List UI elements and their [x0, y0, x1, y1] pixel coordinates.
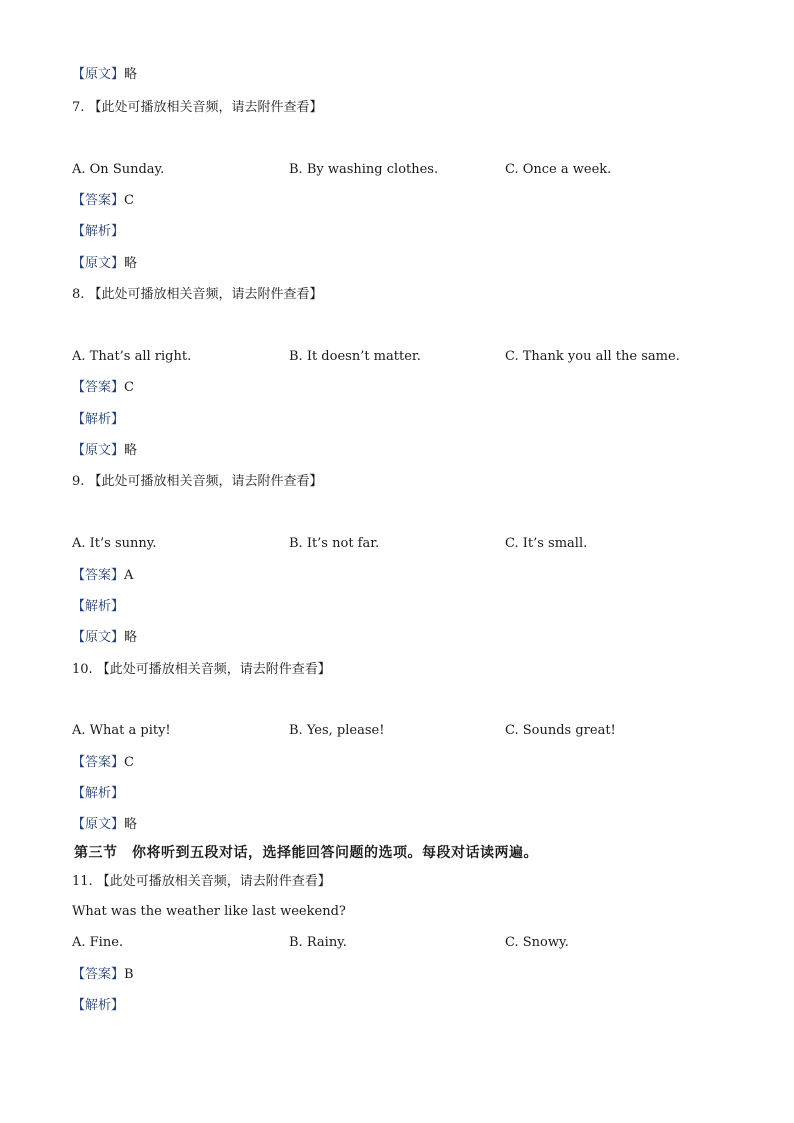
q7-option-a: A. On Sunday. — [72, 162, 165, 177]
q9-original-line — [72, 630, 137, 646]
original-value: 略 — [124, 443, 138, 458]
q8-analysis-line — [72, 412, 124, 428]
q7-analysis-line — [72, 224, 124, 240]
answer-label: 【答案】 — [72, 193, 125, 208]
analysis-label: 【解析】 — [72, 412, 125, 427]
original-label: 【原文】 — [72, 817, 125, 832]
q8-answer-value: C — [124, 380, 134, 395]
question-10-stem: 10. 【此处可播放相关音频，请去附件查看】 — [72, 662, 331, 677]
q11-answer-value: B — [124, 967, 134, 982]
original-value: 略 — [124, 256, 138, 271]
q10-option-a: A. What a pity! — [72, 723, 171, 738]
q7-option-c: C. Once a week. — [505, 162, 612, 177]
q10-option-b: B. Yes, please! — [289, 723, 385, 738]
section-3-title: 第三节 你将听到五段对话，选择能回答问题的选项。每段对话读两遍。 — [74, 845, 538, 861]
q11-option-c: C. Snowy. — [505, 935, 569, 950]
answer-label: 【答案】 — [72, 380, 125, 395]
q10-original-line — [72, 817, 137, 833]
q7-original-line — [72, 256, 137, 272]
q9-option-a: A. It’s sunny. — [72, 536, 157, 551]
question-9-stem: 9. 【此处可播放相关音频，请去附件查看】 — [72, 474, 323, 489]
question-11-prompt: What was the weather like last weekend? — [72, 904, 346, 919]
q7-answer-value: C — [124, 193, 134, 208]
q9-analysis-line — [72, 599, 124, 615]
answer-label: 【答案】 — [72, 755, 125, 770]
question-7-stem: 7. 【此处可播放相关音频，请去附件查看】 — [72, 100, 323, 115]
q9-option-c: C. It’s small. — [505, 536, 588, 551]
q8-option-a: A. That’s all right. — [72, 349, 192, 364]
q10-option-c: C. Sounds great! — [505, 723, 616, 738]
question-8-stem: 8. 【此处可播放相关音频，请去附件查看】 — [72, 287, 323, 302]
analysis-label: 【解析】 — [72, 998, 125, 1013]
q8-original-line — [72, 443, 137, 459]
q8-option-b: B. It doesn’t matter. — [289, 349, 421, 364]
original-label: 【原文】 — [72, 67, 125, 82]
question-11-stem: 11. 【此处可播放相关音频，请去附件查看】 — [72, 874, 331, 889]
q11-analysis-line — [72, 998, 124, 1014]
q11-option-a: A. Fine. — [72, 935, 124, 950]
q11-option-b: B. Rainy. — [289, 935, 347, 950]
q10-answer-value: C — [124, 755, 134, 770]
q9-option-b: B. It’s not far. — [289, 536, 380, 551]
original-label: 【原文】 — [72, 443, 125, 458]
q8-option-c: C. Thank you all the same. — [505, 349, 680, 364]
q7-option-b: B. By washing clothes. — [289, 162, 439, 177]
original-value: 略 — [124, 817, 138, 832]
original-label: 【原文】 — [72, 630, 125, 645]
analysis-label: 【解析】 — [72, 224, 125, 239]
answer-label: 【答案】 — [72, 967, 125, 982]
analysis-label: 【解析】 — [72, 599, 125, 614]
q11-answer-line — [72, 967, 134, 983]
q9-answer-value: A — [124, 568, 134, 583]
q10-analysis-line — [72, 786, 124, 802]
original-value: 略 — [124, 67, 138, 82]
q10-answer-line — [72, 755, 134, 771]
original-value: 略 — [124, 630, 138, 645]
q7-answer-line — [72, 193, 134, 209]
answer-label: 【答案】 — [72, 568, 125, 583]
original-label: 【原文】 — [72, 256, 125, 271]
q8-answer-line — [72, 380, 134, 396]
original-text-line — [72, 67, 137, 83]
q9-answer-line — [72, 568, 133, 584]
analysis-label: 【解析】 — [72, 786, 125, 801]
